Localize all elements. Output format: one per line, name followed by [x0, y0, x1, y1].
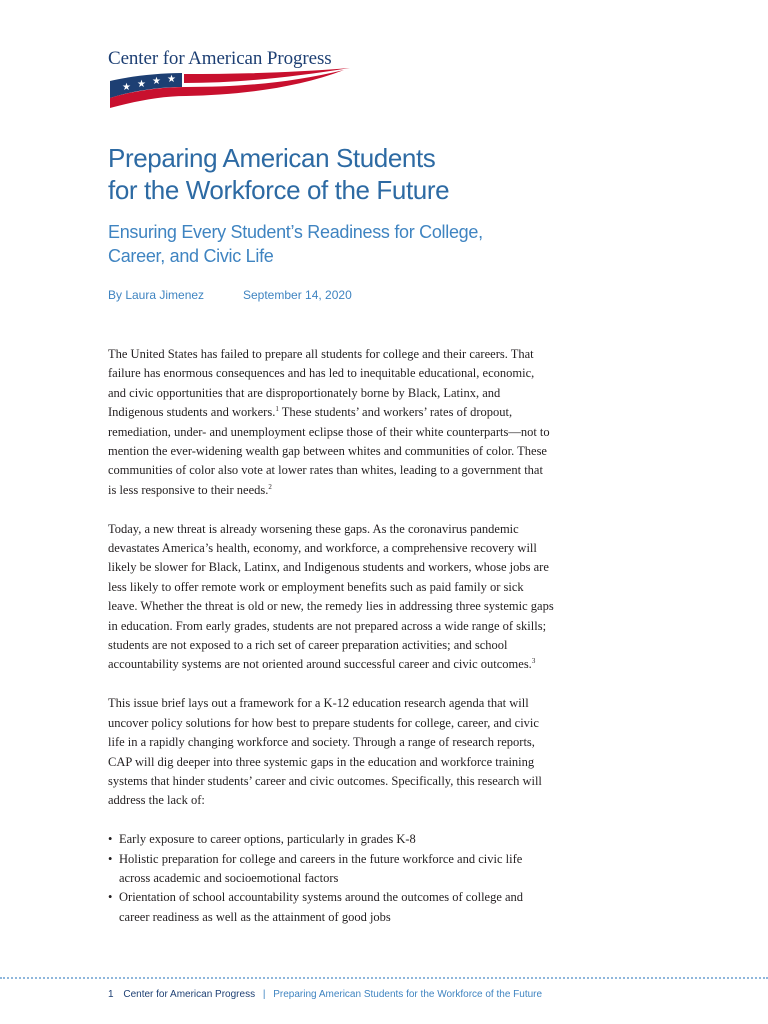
flag-star-icon: ★: [137, 79, 146, 90]
page-footer: [108, 988, 542, 1002]
publish-date: September 14, 2020: [243, 288, 352, 302]
bullet-list: [108, 830, 554, 927]
list-item: • Orientation of school accountability systems around the outcomes of college and career readiness as well as the attainment of good jobs: [108, 888, 554, 927]
flag-star-icon: ★: [152, 76, 161, 87]
page-number: 1: [108, 989, 114, 1000]
paragraph-3: This issue brief lays out a framework for a K-12 education research agenda that will uncover policy solutions for how best to prepare students for college, career, and civic life in a rapidly changing workforce and society. Through a range of research reports, CAP will dig deeper into three systemic gaps in the education and workforce training systems that hinder students’ career and civic outcomes. Specifically, this research will address the lack of:: [108, 696, 542, 808]
footnote-ref-1: 1: [275, 405, 279, 414]
report-subtitle: [108, 220, 668, 268]
footnote-ref-2: 2: [268, 482, 272, 491]
flag-swoosh-icon: [108, 68, 358, 110]
paragraph-2-text: Today, a new threat is already worsening these gaps. As the coronavirus pandemic devastates America’s health, economy, and workforce, a comprehensive recovery will likely be slower for Black, Latinx, and Indigenous students and workers, whose jobs are less likely to offer remote work or employment benefits such as paid family or sick leave. Whether the threat is old or new, the remedy lies in addressing three systemic gaps in education. From early grades, students are not prepared across a wide range of skills; students are not exposed to a rich set of career preparation activities; and school accountability systems are not oriented around successful career and civic outcomes.: [108, 521, 554, 672]
report-title-line-2: for the Workforce of the Future: [108, 175, 450, 205]
paragraph-1-text-b: These students’ and workers’ rates of dropout, remediation, under- and unemployment eclipse those of their white counterparts—not to mention the ever-widening wealth gap between whites and communities of color. These communities of color also vote at lower rates than whites, leading to a government that is less responsive to their needs.: [108, 405, 550, 497]
paragraph-1-text-a: The United States has failed to prepare all students for college and their careers. That failure has enormous consequences and has led to inequitable educational, economic, and civic opportunities that are disproportionately borne by Black, Latinx, and Indigenous students and workers.: [108, 347, 535, 420]
report-subtitle-line-2: Career, and Civic Life: [108, 246, 274, 266]
logo-wordmark: Center for American Progress: [108, 48, 332, 69]
cap-logo: [108, 48, 358, 110]
report-title: [108, 142, 668, 206]
paragraph-1: [108, 345, 554, 500]
byline: [108, 287, 352, 303]
flag-star-icon: ★: [122, 82, 131, 93]
list-item: • Holistic preparation for college and careers in the future workforce and civic life across academic and socioemotional factors: [108, 850, 554, 889]
footer-divider: [0, 977, 768, 979]
list-item: • Early exposure to career options, particularly in grades K-8: [108, 830, 554, 849]
author: By Laura Jimenez: [108, 288, 205, 302]
paragraph-2: [108, 520, 554, 675]
flag-star-icon: ★: [167, 74, 176, 85]
footer-report-title: Preparing American Students for the Workforce of the Future: [273, 989, 543, 1000]
report-subtitle-line-1: Ensuring Every Student’s Readiness for College,: [108, 222, 483, 242]
footer-separator: |: [262, 989, 266, 1000]
footnote-ref-3: 3: [531, 657, 536, 666]
footer-org-name: Center for American Progress: [123, 989, 256, 1000]
body-text: [108, 345, 554, 927]
report-title-line-1: Preparing American Students: [108, 143, 436, 173]
